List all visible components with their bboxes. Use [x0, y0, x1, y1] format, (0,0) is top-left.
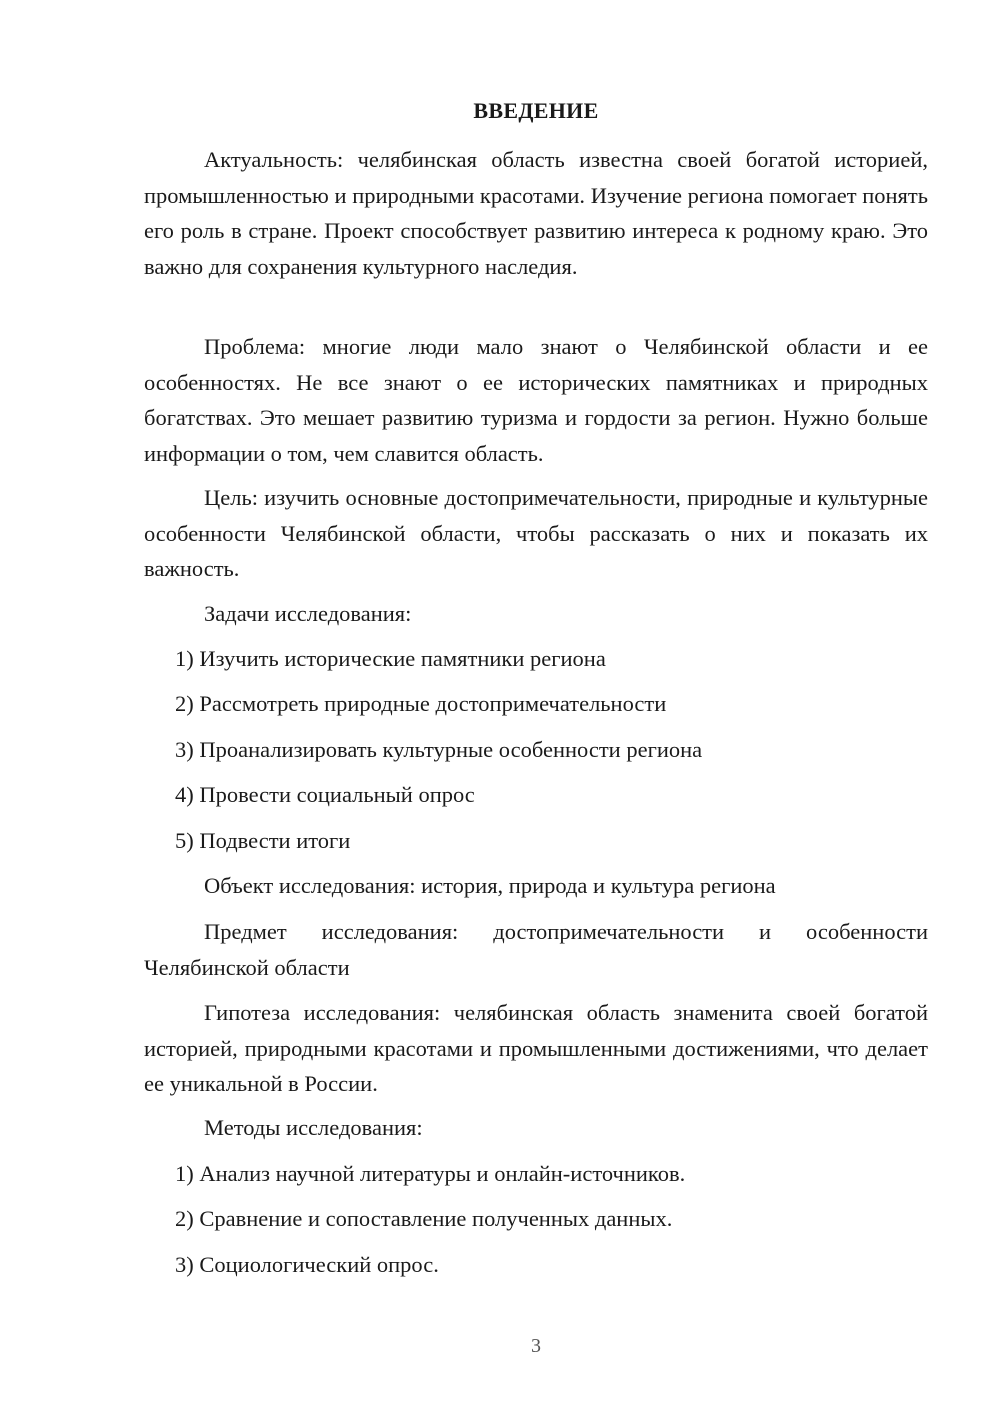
methods-heading: Методы исследования:: [204, 1115, 423, 1140]
tasks-heading: Задачи исследования:: [204, 601, 412, 626]
subject-paragraph: Предмет исследования: достопримечательности и особенности Челябинской области: [144, 919, 928, 980]
page-number: 3: [531, 1335, 541, 1357]
task-item-1: 1) Изучить исторические памятники региона: [175, 646, 606, 671]
object-line: Объект исследования: история, природа и культура региона: [204, 873, 776, 898]
task-item-5: 5) Подвести итоги: [175, 828, 351, 853]
method-item-3: 3) Социологический опрос.: [175, 1252, 439, 1277]
problem-paragraph: Проблема: многие люди мало знают о Челябинской области и ее особенностях. Не все знают о ее исторических памятниках и природных богатствах. Это мешает развитию туризма и гордости за регион. Нужно больше информации о том, чем славится область.: [144, 334, 928, 466]
task-item-3: 3) Проанализировать культурные особенности региона: [175, 737, 703, 762]
goal-paragraph: Цель: изучить основные достопримечательности, природные и культурные особенности Челябинской области, чтобы рассказать о них и показать их важность.: [144, 485, 928, 581]
task-item-4: 4) Провести социальный опрос: [175, 782, 475, 807]
method-item-2: 2) Сравнение и сопоставление полученных данных.: [175, 1206, 673, 1231]
relevance-paragraph: Актуальность: челябинская область известна своей богатой историей, промышленностью и природными красотами. Изучение региона помогает понять его роль в стране. Проект способствует развитию интереса к родному краю. Это важно для сохранения культурного наследия.: [144, 147, 928, 279]
document-page: [144, 0, 928, 1414]
section-title: ВВЕДЕНИЕ: [473, 98, 599, 123]
hypothesis-paragraph: Гипотеза исследования: челябинская область знаменита своей богатой историей, природными красотами и промышленными достижениями, что делает ее уникальной в России.: [144, 1000, 928, 1096]
task-item-2: 2) Рассмотреть природные достопримечательности: [175, 691, 667, 716]
method-item-1: 1) Анализ научной литературы и онлайн-источников.: [175, 1161, 686, 1186]
